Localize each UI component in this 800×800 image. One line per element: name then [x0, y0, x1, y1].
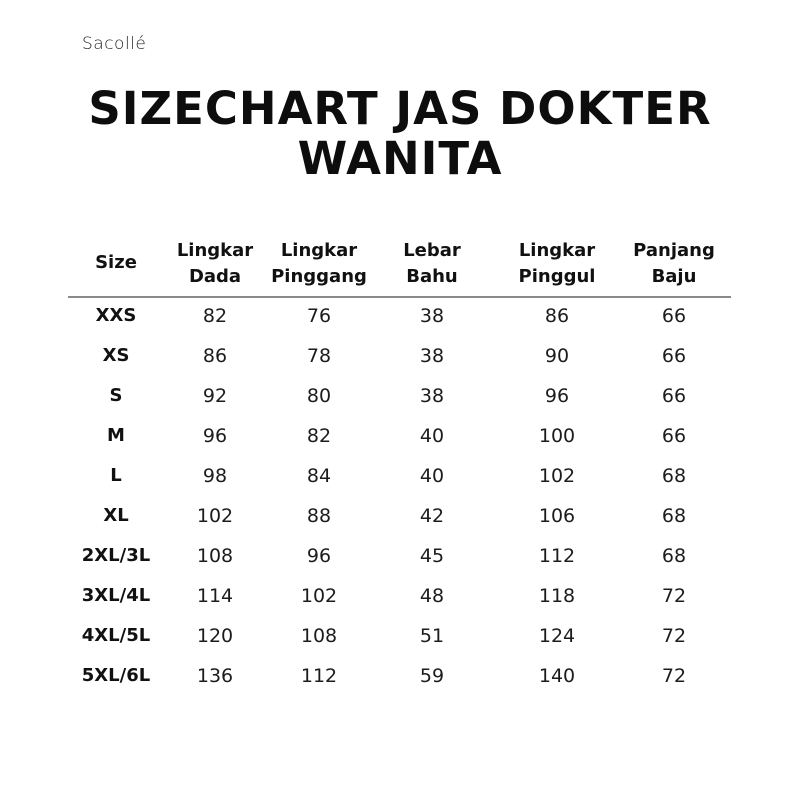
size-label: 4XL/5L: [81, 625, 151, 646]
measurement-cell: 98: [202, 465, 228, 487]
column-header-panjang-baju: [633, 238, 715, 290]
measurement-cell: 66: [661, 385, 687, 407]
size-label: 2XL/3L: [81, 545, 151, 566]
measurement-cell: 78: [306, 345, 332, 367]
column-header-line: Dada: [188, 266, 242, 287]
measurement-cell: 59: [419, 665, 445, 687]
measurement-cell: 96: [544, 385, 570, 407]
title-line-2: WANITA: [297, 132, 503, 185]
measurement-cell: 96: [202, 425, 228, 447]
title-line-1: SIZECHART JAS DOKTER: [88, 82, 712, 135]
measurement-cell: 106: [538, 505, 576, 527]
size-label: XS: [102, 345, 130, 366]
measurement-cell: 68: [661, 505, 687, 527]
measurement-cell: 38: [419, 345, 445, 367]
measurement-cell: 66: [661, 305, 687, 327]
measurement-cell: 66: [661, 425, 687, 447]
page-title: [0, 84, 800, 184]
column-header-line: Size: [95, 252, 137, 273]
header-divider: [68, 296, 731, 298]
measurement-cell: 118: [538, 585, 576, 607]
column-header-lingkar-pinggul: [519, 238, 596, 290]
measurement-cell: 86: [202, 345, 228, 367]
measurement-cell: 108: [300, 625, 338, 647]
measurement-cell: 76: [306, 305, 332, 327]
measurement-cell: 66: [661, 345, 687, 367]
brand-logo-text: Sacollé: [82, 34, 147, 54]
measurement-cell: 140: [538, 665, 576, 687]
measurement-cell: 100: [538, 425, 576, 447]
size-label: XXS: [95, 305, 137, 326]
measurement-cell: 68: [661, 545, 687, 567]
measurement-cell: 136: [196, 665, 234, 687]
measurement-cell: 40: [419, 465, 445, 487]
measurement-cell: 96: [306, 545, 332, 567]
size-label: 5XL/6L: [81, 665, 151, 686]
measurement-cell: 48: [419, 585, 445, 607]
measurement-cell: 88: [306, 505, 332, 527]
column-header-size: [95, 250, 137, 276]
measurement-cell: 92: [202, 385, 228, 407]
measurement-cell: 84: [306, 465, 332, 487]
column-header-line: Pinggang: [271, 266, 367, 287]
measurement-cell: 45: [419, 545, 445, 567]
column-header-line: Baju: [651, 266, 697, 287]
column-header-lebar-bahu: [403, 238, 461, 290]
measurement-cell: 86: [544, 305, 570, 327]
measurement-cell: 102: [538, 465, 576, 487]
measurement-cell: 68: [661, 465, 687, 487]
measurement-cell: 72: [661, 585, 687, 607]
measurement-cell: 102: [300, 585, 338, 607]
measurement-cell: 108: [196, 545, 234, 567]
measurement-cell: 40: [419, 425, 445, 447]
column-header-line: Panjang: [633, 240, 715, 261]
measurement-cell: 38: [419, 385, 445, 407]
measurement-cell: 38: [419, 305, 445, 327]
measurement-cell: 42: [419, 505, 445, 527]
column-header-line: Lingkar: [280, 240, 358, 261]
size-label: 3XL/4L: [81, 585, 151, 606]
measurement-cell: 51: [419, 625, 445, 647]
measurement-cell: 90: [544, 345, 570, 367]
measurement-cell: 112: [538, 545, 576, 567]
size-label: S: [109, 385, 123, 406]
measurement-cell: 72: [661, 665, 687, 687]
column-header-lingkar-dada: [177, 238, 253, 290]
measurement-cell: 120: [196, 625, 234, 647]
size-label: L: [110, 465, 122, 486]
column-header-line: Pinggul: [518, 266, 596, 287]
measurement-cell: 112: [300, 665, 338, 687]
measurement-cell: 82: [306, 425, 332, 447]
size-label: XL: [103, 505, 129, 526]
measurement-cell: 124: [538, 625, 576, 647]
column-header-line: Bahu: [406, 266, 458, 287]
column-header-lingkar-pinggang: [271, 238, 367, 290]
column-header-line: Lingkar: [518, 240, 596, 261]
measurement-cell: 102: [196, 505, 234, 527]
measurement-cell: 114: [196, 585, 234, 607]
measurement-cell: 80: [306, 385, 332, 407]
column-header-line: Lebar: [403, 240, 461, 261]
size-label: M: [107, 425, 125, 446]
measurement-cell: 82: [202, 305, 228, 327]
column-header-line: Lingkar: [176, 240, 254, 261]
measurement-cell: 72: [661, 625, 687, 647]
